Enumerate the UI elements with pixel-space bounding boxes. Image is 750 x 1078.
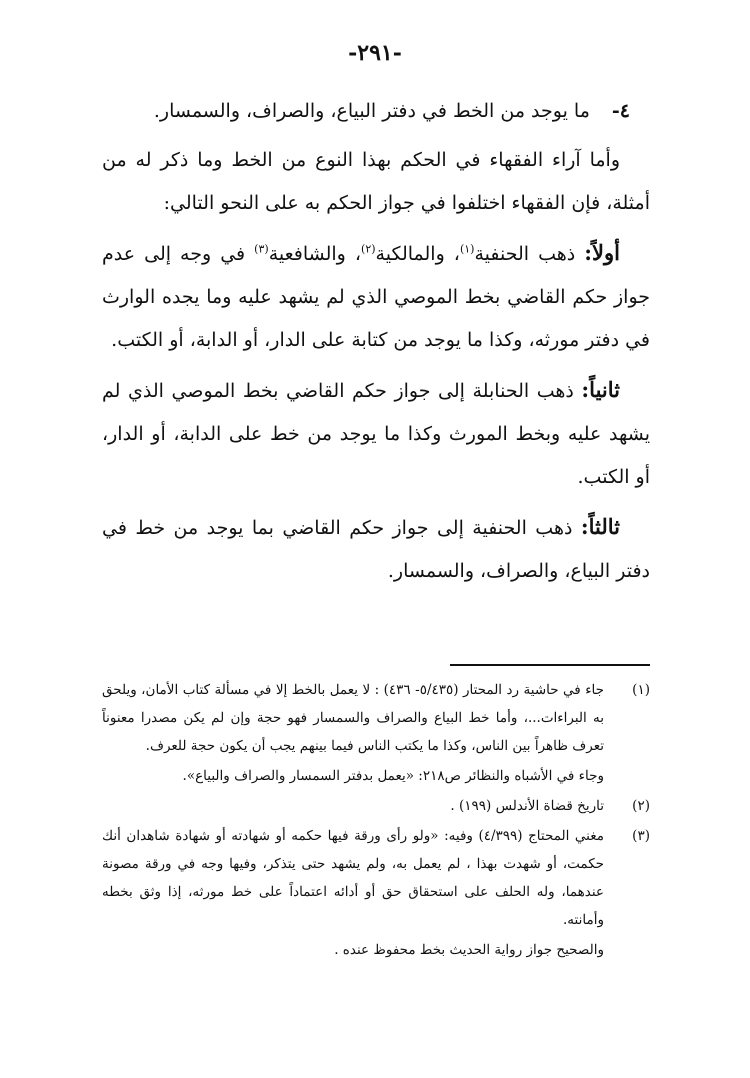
footnote-3-mark: (٣) [632, 828, 650, 844]
second-text: ذهب الحنابلة إلى جواز حكم القاضي بخط الموصي الذي لم يشهد عليه وبخط المورث وكذا ما يوجد من خط على الدابة، أو الدار، أو الكتب. [102, 380, 650, 488]
list-item-text: ما يوجد من الخط في دفتر البياع، والصراف، والسمسار. [153, 100, 590, 122]
paragraph-second [102, 368, 650, 499]
footnotes [102, 676, 650, 966]
first-lead: أولاً: [584, 240, 620, 265]
second-lead: ثانياً: [581, 377, 620, 402]
third-lead: ثالثاً: [580, 514, 620, 539]
footnote-1 [102, 676, 650, 760]
footnote-ref-2: (٢) [361, 242, 376, 256]
footnote-2-text: تاريخ قضاة الأندلس (١٩٩) . [450, 798, 604, 814]
list-item-4 [102, 90, 650, 133]
footnote-1-continuation: وجاء في الأشباه والنظائر ص٢١٨: «يعمل بدفتر السمسار والصراف والبياع». [182, 768, 604, 784]
paragraph-first [102, 231, 650, 362]
third-text: ذهب الحنفية إلى جواز حكم القاضي بما يوجد من خط في دفتر البياع، والصراف، والسمسار. [102, 517, 650, 582]
main-text [102, 90, 650, 595]
first-text-1: ذهب الحنفية [474, 243, 585, 265]
footnote-1-mark: (١) [632, 682, 650, 698]
footnote-1-text: جاء في حاشية رد المحتار (٥/٤٣٥- ٤٣٦) : لا يعمل بالخط إلا في مسألة كتاب الأمان، ويلحق به البراءات...، وأما خط البياع والصراف والسمسار فهو حجة وإن لم يكن مصدرا معنوناً تعرف ظاهراً بين الناس، وكذا ما يكتب الناس فيما بينهم يجب أن يكون حجة للعرف. [102, 682, 605, 754]
footnote-2 [102, 792, 650, 820]
page-number: -٢٩١- [348, 40, 402, 66]
footnote-3 [102, 822, 650, 934]
first-text-3: ، والشافعية [268, 243, 362, 265]
footnote-3-continuation: والصحيح جواز رواية الحديث بخط محفوظ عنده . [334, 942, 604, 958]
first-text-4: في وجه إلى عدم جواز حكم القاضي بخط الموصي الذي لم يشهد عليه وما يجده الوارث في دفتر مورثه، وكذا ما يوجد من كتابة على الدار، أو الدابة، أو الكتب. [102, 243, 650, 351]
list-item-number: ٤- [611, 100, 630, 122]
footnote-2-mark: (٢) [632, 798, 650, 814]
paragraph-third [102, 505, 650, 593]
footnote-3-text: مغني المحتاج (٤/٣٩٩) وفيه: «ولو رأى ورقة فيها حكمه أو شهادته أو شهادة شاهدان أنك حكمت، أو شهدت بهذا ، لم يعمل به، ولم يشهد حتى يتذكر، وفيها وجه في ورقة مصونة عندهما، وله الحلف على استحقاق حق أو أدائه اعتماداً على خط مورثه، إذا وثق بخطه وأمانته. [102, 828, 604, 928]
intro-paragraph: وأما آراء الفقهاء في الحكم بهذا النوع من الخط وما ذكر له من أمثلة، فإن الفقهاء اختلفوا في جواز الحكم به على النحو التالي: [102, 149, 650, 214]
first-text-2: ، والمالكية [375, 243, 460, 265]
footnote-ref-3: (٣) [254, 242, 269, 256]
footnote-ref-1: (١) [459, 242, 475, 256]
footnote-separator [450, 664, 650, 666]
